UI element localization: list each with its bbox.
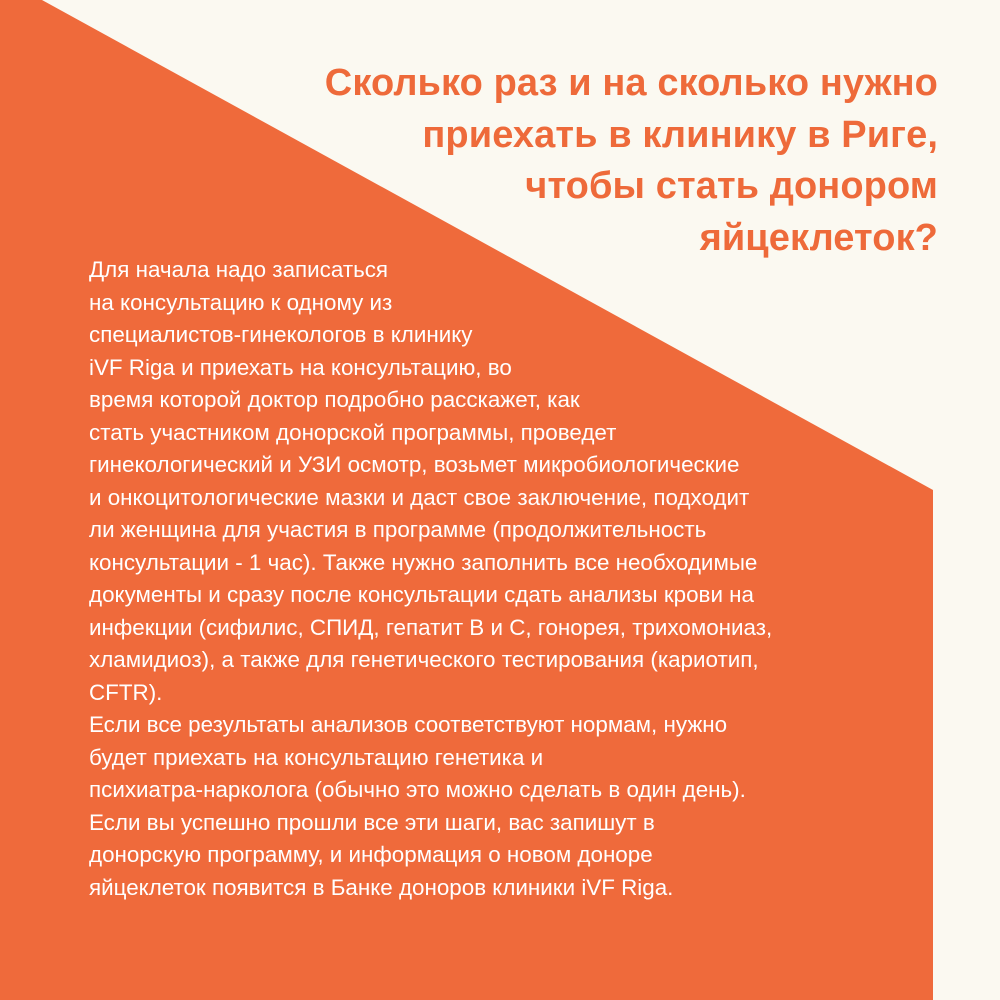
body-line-9: ли женщина для участия в программе (продолжительность <box>89 517 707 542</box>
body-line-15: Если все результаты анализов соответствуют нормам, нужно <box>89 712 728 737</box>
body-line-3: специалистов-гинекологов в клинику <box>89 322 473 347</box>
body-paragraph <box>89 254 909 904</box>
body-line-18: Если вы успешно прошли все эти шаги, вас запишут в <box>89 809 655 835</box>
page-title <box>178 58 938 264</box>
body-line-4: iVF Riga и приехать на консультацию, во <box>89 354 512 380</box>
body-line-8: и онкоцитологические мазки и даст свое заключение, подходит <box>89 484 750 510</box>
title-line-4: яйцеклеток? <box>699 216 938 259</box>
body-line-12: инфекции (сифилис, СПИД, гепатит В и С, гонорея, трихомониаз, <box>89 614 773 640</box>
body-line-7: гинекологический и УЗИ осмотр, возьмет микробиологические <box>89 452 740 477</box>
body-line-1: Для начала надо записаться <box>89 257 389 282</box>
body-line-6: стать участником донорской программы, проведет <box>89 419 617 445</box>
body-line-13: хламидиоз), а также для генетического тестирования (кариотип, <box>89 647 759 672</box>
body-line-2: на консультацию к одному из <box>89 289 393 315</box>
title-line-1: Сколько раз и на сколько нужно <box>324 62 938 104</box>
body-line-5: время которой доктор подробно расскажет, как <box>89 387 580 412</box>
title-line-3: чтобы стать донором <box>525 165 938 207</box>
body-line-11: документы и сразу после консультации сдать анализы крови на <box>89 582 754 607</box>
body-line-19: донорскую программу, и информация о новом доноре <box>89 842 653 867</box>
body-line-14: CFTR). <box>89 679 163 705</box>
title-line-2: приехать в клинику в Риге, <box>422 113 938 156</box>
body-line-20: яйцеклеток появится в Банке доноров клиники iVF Riga. <box>89 874 674 900</box>
body-line-10: консультации - 1 час). Также нужно заполнить все необходимые <box>89 549 758 575</box>
body-line-16: будет приехать на консультацию генетика и <box>89 744 544 770</box>
body-line-17: психиатра-нарколога (обычно это можно сделать в один день). <box>89 777 746 802</box>
